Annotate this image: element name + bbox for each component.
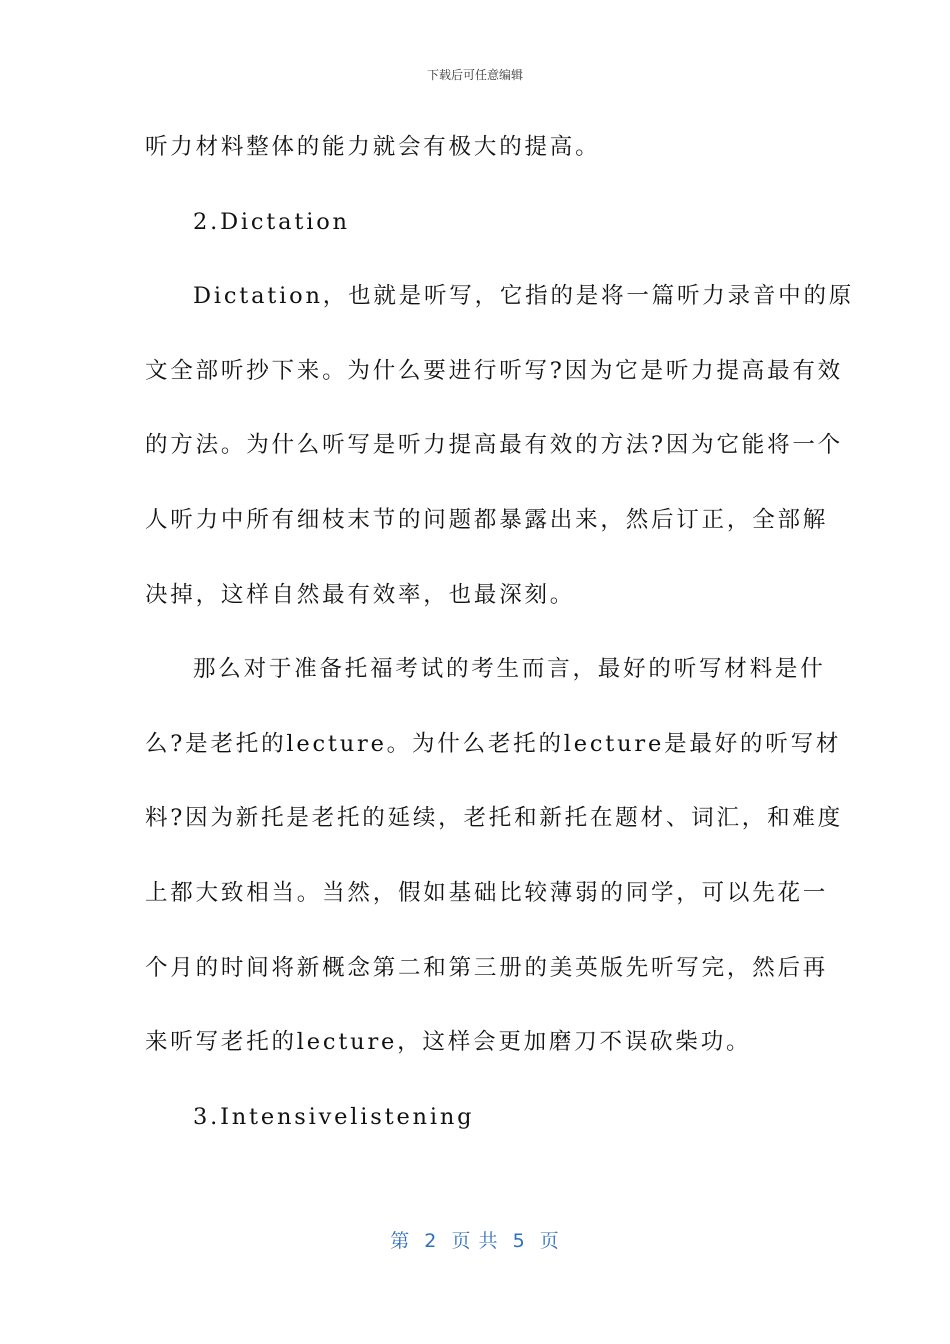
text-line-1: 听力材料整体的能力就会有极大的提高。 bbox=[145, 134, 601, 160]
text-line-6: 人听力中所有细枝末节的问题都暴露出来，然后订正，全部解 bbox=[145, 506, 829, 533]
page-number-footer: 第 2 页 共 5 页 bbox=[390, 1230, 560, 1252]
section-heading-dictation: 2.Dictation bbox=[193, 208, 350, 235]
text-line-4: 文全部听抄下来。为什么要进行听写?因为它是听力提高最有效 bbox=[145, 357, 843, 384]
text-line-12: 个月的时间将新概念第二和第三册的美英版先听写完，然后再 bbox=[145, 954, 829, 981]
document-body bbox=[145, 110, 855, 1154]
text-line-10: 料?因为新托是老托的延续，老托和新托在题材、词汇，和难度 bbox=[145, 805, 843, 832]
text-line-5: 的方法。为什么听写是听力提高最有效的方法?因为它能将一个 bbox=[145, 432, 843, 459]
page-header: 下载后可任意编辑 bbox=[426, 68, 523, 82]
text-line-13: 来听写老托的lecture，这样会更加磨刀不误砍柴功。 bbox=[145, 1029, 752, 1056]
text-line-9: 么?是老托的lecture。为什么老托的lecture是最好的听写材 bbox=[145, 730, 842, 757]
section-heading-intensive-listening: 3.Intensivelistening bbox=[193, 1103, 475, 1130]
text-line-3: Dictation，也就是听写，它指的是将一篇听力录音中的原 bbox=[193, 283, 855, 310]
text-line-7: 决掉，这样自然最有效率，也最深刻。 bbox=[145, 581, 576, 608]
text-line-8: 那么对于准备托福考试的考生而言，最好的听写材料是什 bbox=[193, 656, 826, 683]
text-line-11: 上都大致相当。当然，假如基础比较薄弱的同学，可以先花一 bbox=[145, 879, 829, 906]
